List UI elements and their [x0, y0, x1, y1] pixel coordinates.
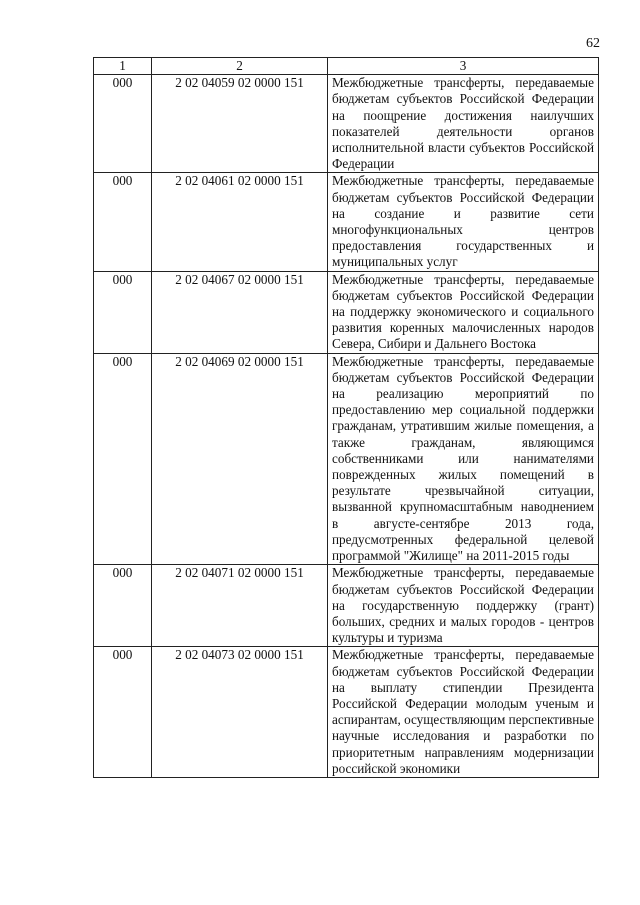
admin-code-cell: 000 [94, 75, 152, 173]
revenue-name-cell: Межбюджетные трансферты, передаваемые бюджетам субъектов Российской Федерации на выплату стипендии Президента Российской Федерации молодым ученым и аспирантам, осуществляющим перспективные научные исследования и разработки по приоритетным направлениям модернизации российской экономики [328, 647, 599, 778]
admin-code-cell: 000 [94, 353, 152, 565]
classification-code-cell: 2 02 04071 02 0000 151 [152, 565, 328, 647]
classification-code-cell: 2 02 04059 02 0000 151 [152, 75, 328, 173]
revenue-name-cell: Межбюджетные трансферты, передаваемые бюджетам субъектов Российской Федерации на реализацию мероприятий по предоставлению мер социальной поддержки гражданам, утратившим жилые помещения, а также гражданам, являющимся собственниками или нанимателями поврежденных жилых помещений в результате чрезвычайной ситуации, вызванной крупномасштабным наводнением в августе-сентябре 2013 года, предусмотренных федеральной целевой программой "Жилище" на 2011-2015 годы [328, 353, 599, 565]
header-col-2: 2 [152, 58, 328, 75]
table-row [94, 647, 599, 778]
revenue-name-cell: Межбюджетные трансферты, передаваемые бюджетам субъектов Российской Федерации на создание и развитие сети многофункциональных центров предоставления государственных и муниципальных услуг [328, 173, 599, 271]
table-row [94, 271, 599, 353]
admin-code-cell: 000 [94, 647, 152, 778]
table-row [94, 173, 599, 271]
header-col-3: 3 [328, 58, 599, 75]
revenue-name-cell: Межбюджетные трансферты, передаваемые бюджетам субъектов Российской Федерации на государственную поддержку (грант) больших, средних и малых городов - центров культуры и туризма [328, 565, 599, 647]
revenue-name-cell: Межбюджетные трансферты, передаваемые бюджетам субъектов Российской Федерации на поощрение достижения наилучших показателей деятельности органов исполнительной власти субъектов Российской Федерации [328, 75, 599, 173]
table-row [94, 353, 599, 565]
table-header-row [94, 58, 599, 75]
classification-code-cell: 2 02 04061 02 0000 151 [152, 173, 328, 271]
revenue-name-cell: Межбюджетные трансферты, передаваемые бюджетам субъектов Российской Федерации на поддержку экономического и социального развития коренных малочисленных народов Севера, Сибири и Дальнего Востока [328, 271, 599, 353]
classification-code-cell: 2 02 04073 02 0000 151 [152, 647, 328, 778]
table-row [94, 565, 599, 647]
table-row [94, 75, 599, 173]
page-number: 62 [586, 36, 600, 51]
budget-classification-table [93, 57, 599, 778]
admin-code-cell: 000 [94, 271, 152, 353]
classification-code-cell: 2 02 04067 02 0000 151 [152, 271, 328, 353]
classification-code-cell: 2 02 04069 02 0000 151 [152, 353, 328, 565]
admin-code-cell: 000 [94, 173, 152, 271]
header-col-1: 1 [94, 58, 152, 75]
admin-code-cell: 000 [94, 565, 152, 647]
